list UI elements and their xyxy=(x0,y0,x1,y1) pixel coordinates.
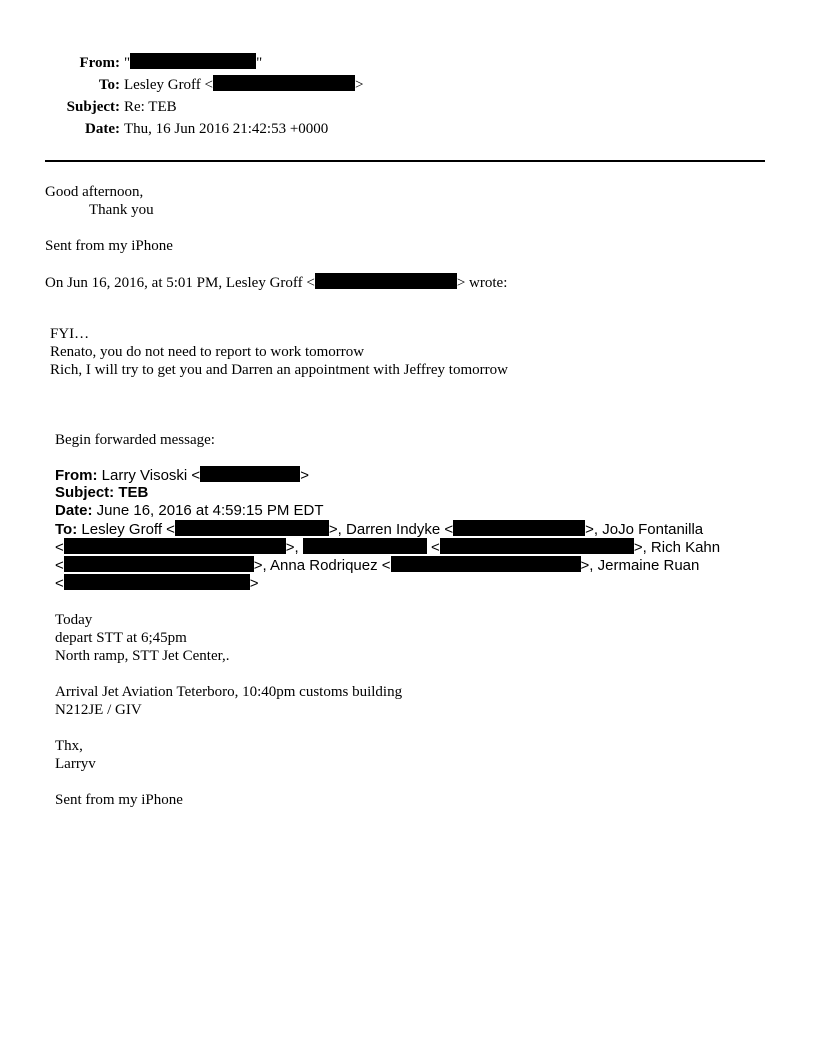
fwd-from-row xyxy=(55,466,309,485)
fwd-body-line-4: Arrival Jet Aviation Teterboro, 10:40pm customs building xyxy=(55,684,403,700)
quote-mark: " xyxy=(124,55,131,71)
header-to-label: To: xyxy=(98,77,120,93)
fwd-date-row xyxy=(55,502,324,520)
fwd-to-text: < xyxy=(55,539,64,556)
bracket: > xyxy=(300,467,309,484)
header-date-value: Thu, 16 Jun 2016 21:42:53 +0000 xyxy=(124,121,329,137)
header-to-value xyxy=(124,74,363,96)
fwd-to-label: To: xyxy=(55,521,78,538)
fwd-subject-row xyxy=(55,484,148,502)
fwd-to-text: >, Rich Kahn xyxy=(633,539,721,556)
header-from-value xyxy=(124,52,262,74)
fwd-body-line-5: N212JE / GIV xyxy=(55,702,142,718)
fwd-to-row-2 xyxy=(55,538,720,557)
fwd-date-value: June 16, 2016 at 4:59:15 PM EDT xyxy=(92,502,324,519)
redaction xyxy=(64,574,250,590)
redaction xyxy=(64,538,286,554)
fwd-to-text: >, xyxy=(285,539,303,556)
fwd-body-line-7: Larryv xyxy=(55,756,96,772)
fwd-to-text: >, JoJo Fontanilla xyxy=(585,521,704,538)
redaction xyxy=(64,556,254,572)
fwd-body-signature: Sent from my iPhone xyxy=(55,792,183,808)
fwd-body-line-2: depart STT at 6;45pm xyxy=(55,630,187,646)
quote-mark: " xyxy=(256,55,263,71)
fwd-subject-label: Subject: xyxy=(55,484,115,501)
fwd-to-row-1 xyxy=(55,520,703,539)
redaction xyxy=(440,538,634,554)
quote-intro-text: On Jun 16, 2016, at 5:01 PM, Lesley Groff < xyxy=(45,275,315,291)
fwd-to-row-4 xyxy=(55,574,259,593)
redaction xyxy=(303,538,427,554)
forward-intro: Begin forwarded message: xyxy=(55,432,215,448)
header-subject-row xyxy=(0,96,816,118)
redaction xyxy=(453,520,585,536)
fwd-from-label: From: xyxy=(55,467,98,484)
fwd-date-label: Date: xyxy=(55,502,93,519)
quoted-line-1: FYI… xyxy=(50,326,90,342)
redaction xyxy=(175,520,329,536)
reply-signature: Sent from my iPhone xyxy=(45,238,173,254)
fwd-to-text: < xyxy=(55,575,64,592)
fwd-body-line-6: Thx, xyxy=(55,738,83,754)
header-date-row xyxy=(0,118,816,140)
fwd-to-text: >, Anna Rodriquez < xyxy=(253,557,391,574)
to-name: Lesley Groff < xyxy=(124,77,213,93)
header-subject-value: Re: TEB xyxy=(124,99,177,115)
quoted-line-2: Renato, you do not need to report to work tomorrow xyxy=(50,344,365,360)
redaction xyxy=(130,53,256,69)
fwd-to-text: > xyxy=(249,575,259,592)
redaction xyxy=(315,273,457,289)
header-date-label: Date: xyxy=(85,121,120,137)
quote-intro xyxy=(45,273,507,292)
fwd-to-text: Lesley Groff < xyxy=(77,521,175,538)
header-from-label: From: xyxy=(79,55,120,71)
header-divider xyxy=(45,160,765,162)
fwd-to-row-3 xyxy=(55,556,699,575)
reply-greeting: Good afternoon, xyxy=(45,184,144,200)
redaction xyxy=(213,75,355,91)
fwd-subject-value: TEB xyxy=(114,484,149,501)
fwd-to-text: < xyxy=(426,539,440,556)
fwd-to-text: >, Jermaine Ruan xyxy=(580,557,700,574)
fwd-to-text: < xyxy=(55,557,64,574)
reply-thanks: Thank you xyxy=(89,202,154,218)
redaction xyxy=(391,556,581,572)
fwd-from-value: Larry Visoski < xyxy=(97,467,201,484)
bracket: > xyxy=(355,77,364,93)
fwd-body-line-1: Today xyxy=(55,612,93,628)
quote-intro-suffix: > wrote: xyxy=(456,275,508,291)
header-subject-label: Subject: xyxy=(66,99,120,115)
header-from-row xyxy=(0,52,816,74)
fwd-body-line-3: North ramp, STT Jet Center,. xyxy=(55,648,230,664)
fwd-to-text: >, Darren Indyke < xyxy=(328,521,454,538)
quoted-line-3: Rich, I will try to get you and Darren an appointment with Jeffrey tomorrow xyxy=(50,362,508,378)
redaction xyxy=(200,466,300,482)
header-to-row xyxy=(0,74,816,96)
